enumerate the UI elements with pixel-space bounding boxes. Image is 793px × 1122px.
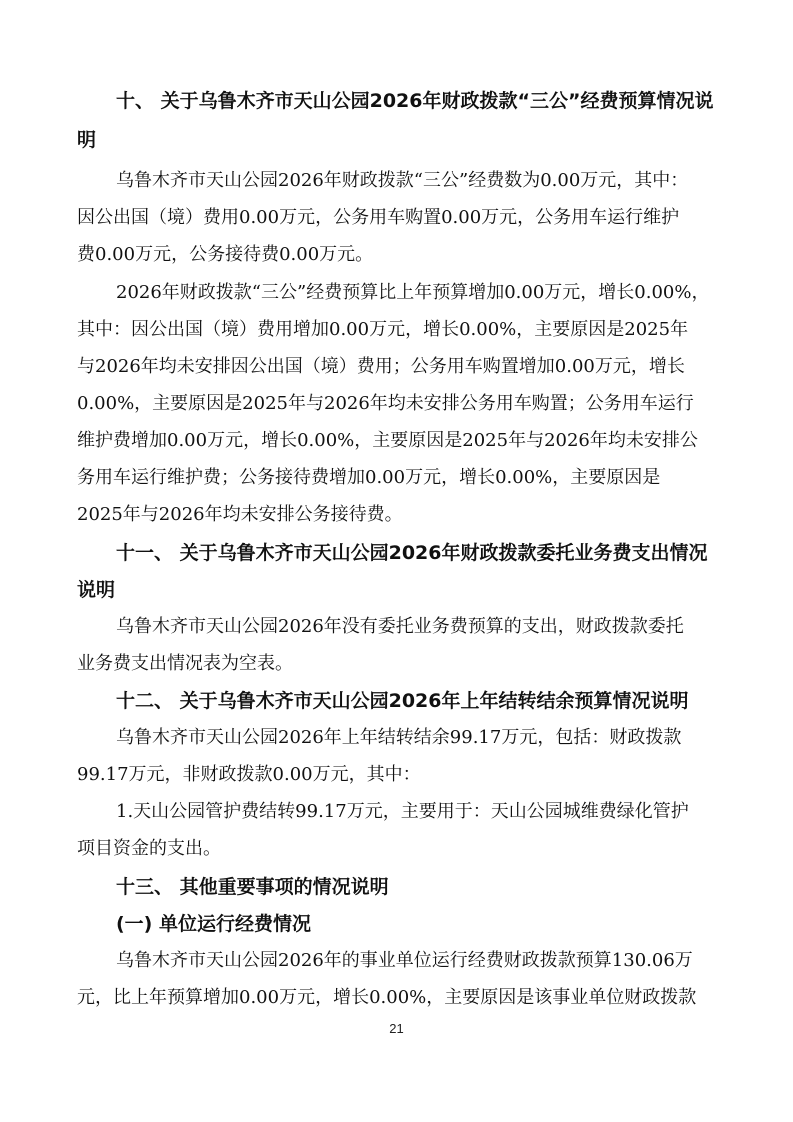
section-11-heading-cont: 说明: [77, 579, 116, 601]
paragraph-line: 2025年与2026年均未安排公务接待费。: [77, 504, 403, 525]
paragraph-line: 其中：因公出国（境）费用增加0.00万元，增长0.00%，主要原因是2025年: [77, 319, 689, 340]
paragraph-line: 费0.00万元，公务接待费0.00万元。: [77, 244, 374, 265]
page-number: 21: [389, 1021, 404, 1036]
paragraph-line: 务用车运行维护费；公务接待费增加0.00万元，增长0.00%，主要原因是: [77, 467, 661, 488]
paragraph-line: 元，比上年预算增加0.00万元，增长0.00%，主要原因是该事业单位财政拨款: [77, 987, 697, 1008]
paragraph-line: 与2026年均未安排因公出国（境）费用；公务用车购置增加0.00万元，增长: [77, 356, 685, 377]
paragraph-line: 维护费增加0.00万元，增长0.00%，主要原因是2025年与2026年均未安排公: [77, 430, 698, 451]
paragraph-line: 乌鲁木齐市天山公园2026年财政拨款“三公”经费数为0.00万元，其中：: [116, 170, 689, 191]
paragraph-line: 99.17万元，非财政拨款0.00万元，其中：: [77, 764, 421, 785]
section-12-heading: 十二、 关于乌鲁木齐市天山公园2026年上年结转结余预算情况说明: [116, 690, 689, 712]
paragraph-line: 因公出国（境）费用0.00万元，公务用车购置0.00万元，公务用车运行维护: [77, 207, 680, 228]
paragraph-line: 乌鲁木齐市天山公园2026年上年结转结余99.17万元，包括：财政拨款: [116, 727, 682, 748]
section-11-heading: 十一、 关于乌鲁木齐市天山公园2026年财政拨款委托业务费支出情况: [116, 542, 708, 564]
paragraph-line: 乌鲁木齐市天山公园2026年的事业单位运行经费财政拨款预算130.06万: [116, 950, 693, 971]
section-10-heading-cont: 明: [77, 129, 97, 151]
section-13-heading: 十三、 其他重要事项的情况说明: [116, 876, 389, 898]
paragraph-line: 乌鲁木齐市天山公园2026年没有委托业务费预算的支出，财政拨款委托: [116, 616, 684, 637]
paragraph-line: 项目资金的支出。: [77, 838, 221, 859]
section-10-heading: 十、 关于乌鲁木齐市天山公园2026年财政拨款“三公”经费预算情况说: [116, 90, 714, 112]
paragraph-line: 业务费支出情况表为空表。: [77, 653, 293, 674]
paragraph-line: 1.天山公园管护费结转99.17万元，主要用于：天山公园城维费绿化管护: [116, 801, 689, 822]
subsection-heading: (一) 单位运行经费情况: [116, 913, 311, 935]
paragraph-line: 2026年财政拨款“三公”经费预算比上年预算增加0.00万元，增长0.00%，: [116, 282, 710, 303]
paragraph-line: 0.00%，主要原因是2025年与2026年均未安排公务用车购置；公务用车运行: [77, 393, 694, 414]
